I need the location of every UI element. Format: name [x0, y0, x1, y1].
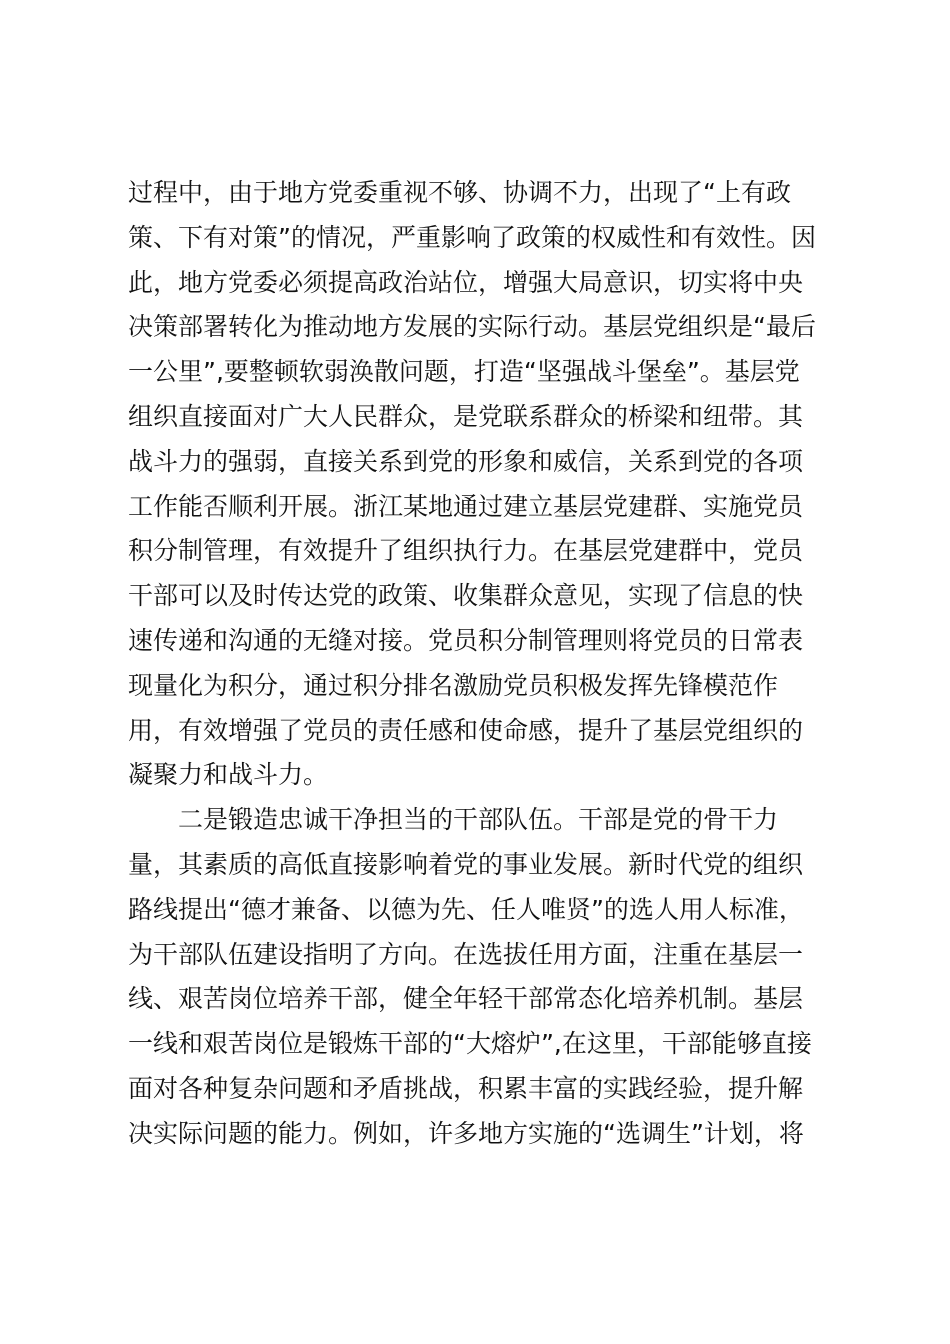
text-line: 战斗力的强弱，直接关系到党的形象和威信，关系到党的各项 — [128, 446, 804, 476]
text-line: 工作能否顺利开展。浙江某地通过建立基层党建群、实施党员 — [128, 491, 804, 521]
text-line: 用，有效增强了党员的责任感和使命感，提升了基层党组织的 — [128, 715, 804, 745]
text-line: 干部可以及时传达党的政策、收集群众意见，实现了信息的快 — [128, 581, 804, 611]
text-line: 面对各种复杂问题和矛盾挑战，积累丰富的实践经验，提升解 — [128, 1073, 804, 1103]
text-line: 一线和艰苦岗位是锻炼干部的“大熔炉”,在这里，干部能够直接 — [128, 1029, 812, 1059]
text-line: 为干部队伍建设指明了方向。在选拔任用方面，注重在基层一 — [128, 939, 804, 969]
text-line: 量，其素质的高低直接影响着党的事业发展。新时代党的组织 — [128, 849, 804, 879]
text-line: 过程中，由于地方党委重视不够、协调不力，出现了“上有政 — [128, 178, 791, 207]
text-line: 此，地方党委必须提高政治站位，增强大局意识，切实将中央 — [128, 267, 804, 297]
body-text — [128, 171, 828, 1157]
text-line: 策、下有对策”的情况，严重影响了政策的权威性和有效性。因 — [128, 222, 816, 252]
text-line: 速传递和沟通的无缝对接。党员积分制管理则将党员的日常表 — [128, 625, 804, 655]
text-line: 决策部署转化为推动地方发展的实际行动。基层党组织是“最后 — [128, 312, 816, 342]
text-line: 决实际问题的能力。例如，许多地方实施的“选调生”计划，将 — [128, 1118, 804, 1148]
text-line: 一公里”,要整顿软弱涣散问题，打造“坚强战斗堡垒”。基层党 — [128, 357, 800, 387]
text-line: 凝聚力和战斗力。 — [128, 760, 329, 790]
text-line: 路线提出“德才兼备、以德为先、任人唯贤”的选人用人标准， — [128, 894, 804, 924]
paragraph-start-line: 二是锻造忠诚干净担当的干部队伍。干部是党的骨干力 — [178, 805, 779, 835]
text-line: 组织直接面对广大人民群众，是党联系群众的桥梁和纽带。其 — [128, 401, 804, 431]
text-line: 现量化为积分，通过积分排名激励党员积极发挥先锋模范作 — [128, 670, 779, 700]
text-line: 积分制管理，有效提升了组织执行力。在基层党建群中，党员 — [128, 536, 804, 566]
text-line: 线、艰苦岗位培养干部，健全年轻干部常态化培养机制。基层 — [128, 984, 804, 1014]
